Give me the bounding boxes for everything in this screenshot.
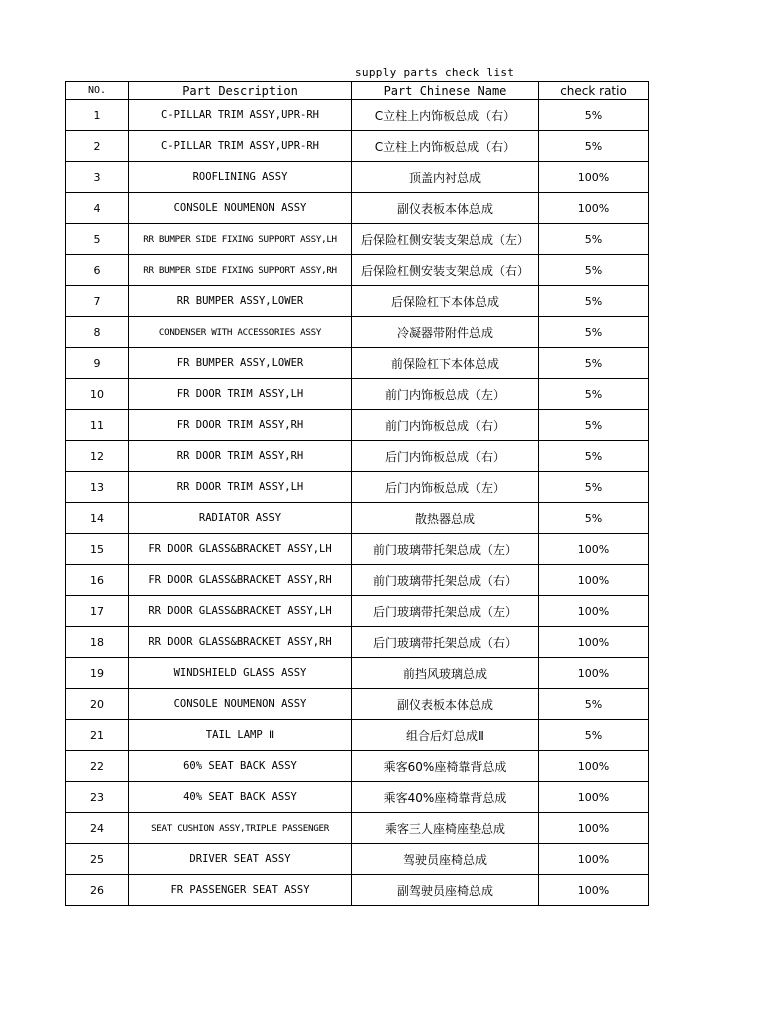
row-number: 19 [66, 658, 129, 689]
header-part-description: Part Description [129, 82, 352, 100]
table-row [66, 658, 649, 689]
table-row [66, 689, 649, 720]
part-chinese-name: C立柱上内饰板总成（右） [352, 131, 539, 162]
row-number: 7 [66, 286, 129, 317]
part-description: RR BUMPER SIDE FIXING SUPPORT ASSY,LH [129, 224, 352, 255]
row-number: 9 [66, 348, 129, 379]
part-description: 40% SEAT BACK ASSY [129, 782, 352, 813]
part-description: RR BUMPER SIDE FIXING SUPPORT ASSY,RH [129, 255, 352, 286]
check-ratio: 100% [539, 782, 649, 813]
part-chinese-name: 前挡风玻璃总成 [352, 658, 539, 689]
part-description: C-PILLAR TRIM ASSY,UPR-RH [129, 100, 352, 131]
check-ratio: 5% [539, 131, 649, 162]
part-chinese-name: 散热器总成 [352, 503, 539, 534]
table-row [66, 255, 649, 286]
table-row [66, 813, 649, 844]
table-row [66, 193, 649, 224]
part-description: DRIVER SEAT ASSY [129, 844, 352, 875]
check-ratio: 100% [539, 596, 649, 627]
row-number: 4 [66, 193, 129, 224]
table-row [66, 317, 649, 348]
row-number: 17 [66, 596, 129, 627]
part-chinese-name: 后保险杠侧安装支架总成（右） [352, 255, 539, 286]
row-number: 14 [66, 503, 129, 534]
table-row [66, 286, 649, 317]
check-ratio: 100% [539, 751, 649, 782]
part-chinese-name: 后保险杠下本体总成 [352, 286, 539, 317]
part-chinese-name: 副驾驶员座椅总成 [352, 875, 539, 906]
check-ratio: 100% [539, 162, 649, 193]
part-chinese-name: 前门玻璃带托架总成（左） [352, 534, 539, 565]
table-row [66, 720, 649, 751]
check-ratio: 5% [539, 379, 649, 410]
table-header-row [66, 82, 649, 100]
row-number: 16 [66, 565, 129, 596]
check-ratio: 5% [539, 472, 649, 503]
part-description: RR DOOR TRIM ASSY,RH [129, 441, 352, 472]
part-description: WINDSHIELD GLASS ASSY [129, 658, 352, 689]
row-number: 22 [66, 751, 129, 782]
row-number: 3 [66, 162, 129, 193]
check-ratio: 100% [539, 565, 649, 596]
check-ratio: 5% [539, 720, 649, 751]
part-chinese-name: 副仪表板本体总成 [352, 193, 539, 224]
row-number: 23 [66, 782, 129, 813]
table-row [66, 379, 649, 410]
part-description: RR DOOR GLASS&BRACKET ASSY,RH [129, 627, 352, 658]
table-row [66, 565, 649, 596]
check-ratio: 5% [539, 503, 649, 534]
table-row [66, 782, 649, 813]
check-ratio: 100% [539, 658, 649, 689]
table-row [66, 844, 649, 875]
part-chinese-name: 乘客60%座椅靠背总成 [352, 751, 539, 782]
check-ratio: 100% [539, 844, 649, 875]
check-ratio: 100% [539, 534, 649, 565]
row-number: 10 [66, 379, 129, 410]
part-chinese-name: 前保险杠下本体总成 [352, 348, 539, 379]
check-ratio: 5% [539, 689, 649, 720]
table-row [66, 162, 649, 193]
part-chinese-name: 组合后灯总成Ⅱ [352, 720, 539, 751]
table-row [66, 875, 649, 906]
row-number: 25 [66, 844, 129, 875]
check-ratio: 5% [539, 224, 649, 255]
row-number: 5 [66, 224, 129, 255]
check-ratio: 5% [539, 286, 649, 317]
check-ratio: 100% [539, 193, 649, 224]
part-description: FR PASSENGER SEAT ASSY [129, 875, 352, 906]
part-description: ROOFLINING ASSY [129, 162, 352, 193]
table-row [66, 534, 649, 565]
part-description: FR DOOR GLASS&BRACKET ASSY,LH [129, 534, 352, 565]
parts-table [65, 81, 649, 906]
table-row [66, 441, 649, 472]
row-number: 2 [66, 131, 129, 162]
table-row [66, 348, 649, 379]
part-chinese-name: 前门内饰板总成（左） [352, 379, 539, 410]
part-chinese-name: 后保险杠侧安装支架总成（左） [352, 224, 539, 255]
part-description: 60% SEAT BACK ASSY [129, 751, 352, 782]
part-description: RR DOOR TRIM ASSY,LH [129, 472, 352, 503]
part-description: CONDENSER WITH ACCESSORIES ASSY [129, 317, 352, 348]
part-chinese-name: 后门玻璃带托架总成（右） [352, 627, 539, 658]
table-row [66, 224, 649, 255]
table-row [66, 131, 649, 162]
row-number: 13 [66, 472, 129, 503]
check-ratio: 100% [539, 875, 649, 906]
sheet-title: supply parts check list [355, 66, 515, 79]
row-number: 26 [66, 875, 129, 906]
row-number: 1 [66, 100, 129, 131]
header-part-chinese-name: Part Chinese Name [352, 82, 539, 100]
table-row [66, 100, 649, 131]
row-number: 12 [66, 441, 129, 472]
part-description: RR BUMPER ASSY,LOWER [129, 286, 352, 317]
table-row [66, 410, 649, 441]
header-check-ratio: check ratio [539, 82, 649, 100]
row-number: 24 [66, 813, 129, 844]
check-ratio: 5% [539, 100, 649, 131]
check-ratio: 5% [539, 410, 649, 441]
part-description: RADIATOR ASSY [129, 503, 352, 534]
part-chinese-name: 前门玻璃带托架总成（右） [352, 565, 539, 596]
part-description: RR DOOR GLASS&BRACKET ASSY,LH [129, 596, 352, 627]
part-description: SEAT CUSHION ASSY,TRIPLE PASSENGER [129, 813, 352, 844]
check-ratio: 100% [539, 627, 649, 658]
table-row [66, 503, 649, 534]
part-description: FR DOOR TRIM ASSY,RH [129, 410, 352, 441]
table-row [66, 472, 649, 503]
table-row [66, 751, 649, 782]
part-description: FR DOOR GLASS&BRACKET ASSY,RH [129, 565, 352, 596]
part-chinese-name: 后门玻璃带托架总成（左） [352, 596, 539, 627]
part-chinese-name: 乘客三人座椅座垫总成 [352, 813, 539, 844]
row-number: 18 [66, 627, 129, 658]
part-chinese-name: C立柱上内饰板总成（右） [352, 100, 539, 131]
table-row [66, 627, 649, 658]
row-number: 11 [66, 410, 129, 441]
part-description: FR DOOR TRIM ASSY,LH [129, 379, 352, 410]
row-number: 6 [66, 255, 129, 286]
check-ratio: 5% [539, 441, 649, 472]
check-ratio: 5% [539, 255, 649, 286]
part-chinese-name: 副仪表板本体总成 [352, 689, 539, 720]
part-chinese-name: 前门内饰板总成（右） [352, 410, 539, 441]
header-no: NO. [66, 82, 129, 100]
check-ratio: 5% [539, 348, 649, 379]
part-description: C-PILLAR TRIM ASSY,UPR-RH [129, 131, 352, 162]
part-chinese-name: 冷凝器带附件总成 [352, 317, 539, 348]
part-description: CONSOLE NOUMENON ASSY [129, 689, 352, 720]
check-ratio: 5% [539, 317, 649, 348]
part-chinese-name: 乘客40%座椅靠背总成 [352, 782, 539, 813]
part-description: FR BUMPER ASSY,LOWER [129, 348, 352, 379]
part-description: CONSOLE NOUMENON ASSY [129, 193, 352, 224]
check-ratio: 100% [539, 813, 649, 844]
table-row [66, 596, 649, 627]
part-chinese-name: 后门内饰板总成（右） [352, 441, 539, 472]
row-number: 15 [66, 534, 129, 565]
part-chinese-name: 驾驶员座椅总成 [352, 844, 539, 875]
part-description: TAIL LAMP Ⅱ [129, 720, 352, 751]
part-chinese-name: 后门内饰板总成（左） [352, 472, 539, 503]
row-number: 8 [66, 317, 129, 348]
row-number: 21 [66, 720, 129, 751]
row-number: 20 [66, 689, 129, 720]
part-chinese-name: 顶盖内衬总成 [352, 162, 539, 193]
